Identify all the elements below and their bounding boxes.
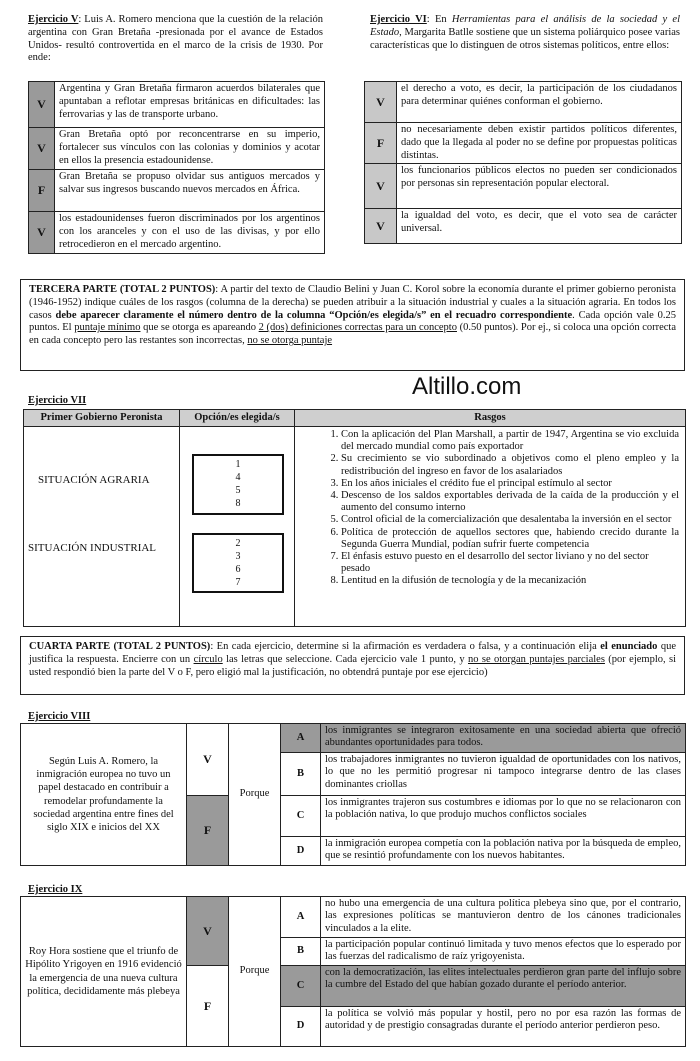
ej7-table (23, 409, 686, 627)
tercera-text-2: debe aparecer claramente el número dentro de la columna “Opción/es elegida/s” en el recuadro correspondiente (55, 309, 573, 321)
tercera-title: TERCERA PARTE (TOTAL 2 PUNTOS) (29, 284, 216, 295)
ej5-statement: Gran Bretaña se propuso olvidar sus antiguos mercados y salvar sus ingresos buscando nuevos mercados en África. (55, 170, 325, 212)
ej6-statement: no necesariamente deben existir partidos políticos diferentes, dado que la llegada al poder no se define por propuestas políticas distintas. (397, 123, 682, 164)
ej5-row (29, 212, 325, 254)
tercera-text-4: puntaje mínimo (74, 322, 141, 334)
ej9-letter[interactable]: A (281, 897, 321, 938)
ej8-title: Ejercicio VIII (28, 711, 91, 722)
ej7-rasgos-list (295, 429, 685, 588)
ej6-intro (370, 14, 680, 52)
watermark: Altillo.com (412, 373, 522, 400)
ej5-row (29, 82, 325, 128)
ej9-option-text: no hubo una emergencia de una cultura política plebeya sino que, por el contrario, las expresiones políticas se mantuvieron dentro de los cánones tradicionales vinculados a la elite. (321, 897, 686, 938)
ej6-answer-mark[interactable]: V (365, 164, 397, 209)
ej5-title: Ejercicio V (28, 14, 79, 25)
ej6-statement: el derecho a voto, es decir, la participación de los ciudadanos para determinar quiénes conforman el gobierno. (397, 82, 682, 123)
ej6-title: Ejercicio VI (370, 14, 427, 25)
tercera-text-3: . Cada opción vale 0.25 puntos. El (29, 309, 676, 334)
ej6-table (364, 81, 682, 244)
ej9-letter[interactable]: C (281, 966, 321, 1007)
ej5-statement: Gran Bretaña optó por reconcentrarse en su imperio, fortalecer sus vínculos con las colonias y dominios y acotar en ellos la presencia estadounidense. (55, 128, 325, 170)
industrial-option: 7 (235, 577, 241, 588)
ej5-answer-mark[interactable]: V (29, 212, 55, 254)
ej8-option-text: los trabajadores inmigrantes no tuvieron igualdad de oportunidades con los nativos, lo que no les permitió progresar ni tampoco integrarse dentro de las clases dominantes criollas (321, 753, 686, 796)
rasgo-item: 6. Política de protección de aquellos sectores que, habiendo crecido durante la Segunda Guerra Mundial, podían sufrir fuerte competencia (341, 527, 679, 551)
ej5-answer-mark[interactable]: V (29, 82, 55, 128)
cuarta-title: CUARTA PARTE (TOTAL 2 PUNTOS) (29, 641, 211, 652)
rasgo-item: 1. Con la aplicación del Plan Marshall, a partir de 1947, Argentina se vio excluida del mercado mundial como país exportador (341, 429, 679, 453)
ej5-table (28, 81, 325, 254)
tercera-text-7: (0.50 puntos). Por ej., si coloca una opción correcta en cada concepto pero las restantes son incorrectas, (29, 322, 677, 347)
ej9-table-main (20, 896, 686, 1047)
ej6-row (365, 164, 682, 209)
concept-industrial: SITUACIÓN INDUSTRIAL (28, 542, 157, 554)
ej6-answer-mark[interactable]: F (365, 123, 397, 164)
industrial-option: 3 (235, 551, 241, 562)
tercera-text-5: que se otorga es apareando (140, 322, 259, 334)
ej9-statement: Roy Hora sostiene que el triunfo de Hipólito Yrigoyen en 1916 evidenció la emergencia de una nueva cultura política, decididamente más plebeya (21, 897, 187, 1047)
ej8-option-text: la inmigración europea competía con la población nativa por la búsqueda de empleo, que se resintió profundamente con los nuevos habitantes. (321, 837, 686, 866)
ej5-answer-mark[interactable]: F (29, 170, 55, 212)
ej5-intro (28, 14, 323, 65)
rasgo-item: 2. Su crecimiento se vio subordinado a objetivos como el pleno empleo y la redistribución del ingreso en favor de los asalariados (341, 453, 679, 477)
cuarta-parte-instructions (20, 636, 685, 695)
rasgo-item: 3. En los años iniciales el crédito fue el principal estímulo al sector (341, 478, 679, 490)
ej8-letter[interactable]: D (281, 837, 321, 866)
ej5-statement: Argentina y Gran Bretaña firmaron acuerdos bilaterales que apuntaban a reflotar empresas británicas en dificultades: las ferrovarias y las de transporte urbano. (55, 82, 325, 128)
rasgo-item: 7. El énfasis estuvo puesto en el desarrollo del sector liviano y no del sector pesado (341, 551, 679, 575)
tercera-text-6: 2 (dos) definiciones correctas para un concepto (258, 322, 457, 334)
industrial-option: 2 (235, 538, 241, 549)
agraria-option: 4 (235, 472, 241, 483)
agraria-option: 5 (235, 485, 241, 496)
agraria-answer-box[interactable] (192, 454, 284, 515)
industrial-option: 6 (235, 564, 241, 575)
ej5-intro-text: : Luis A. Romero menciona que la cuestión de la relación argentina con Gran Bretaña -presionada por el avance de Estados Unidos- resultó controvertida en el marco de la crisis de 1930. Por ende: (28, 14, 323, 64)
rasgo-item: 8. Lentitud en la difusión de tecnología y de la mecanización (341, 575, 679, 587)
ej8-letter[interactable]: A (281, 724, 321, 753)
ej7-concepts-cell (24, 427, 180, 627)
tercera-parte-instructions (20, 279, 685, 371)
ej6-statement: los funcionarios públicos electos no pueden ser condicionados por personas sin representación popular electoral. (397, 164, 682, 209)
ej5-row (29, 128, 325, 170)
ej8-f-option[interactable]: F (187, 796, 229, 866)
ej8-v-option[interactable]: V (187, 724, 229, 796)
ej6-answer-mark[interactable]: V (365, 209, 397, 244)
concept-agraria: SITUACIÓN AGRARIA (38, 474, 150, 486)
ej7-header-rasgos: Rasgos (295, 410, 686, 427)
cuarta-text-2: el enunciado (600, 641, 658, 652)
ej8-letter[interactable]: C (281, 796, 321, 837)
ej7-title: Ejercicio VII (28, 395, 87, 406)
ej9-title: Ejercicio IX (28, 884, 83, 895)
ej6-answer-mark[interactable]: V (365, 82, 397, 123)
agraria-option: 8 (235, 498, 241, 509)
ej8-table (20, 723, 686, 866)
ej6-intro-b: , Margarita Batlle sostiene que un sistema poliárquico posee varias características que lo distinguen de otros sistemas políticos, entre ellos: (370, 26, 680, 51)
ej9-letter[interactable]: B (281, 938, 321, 966)
cuarta-text-5: las letras que seleccione. Cada ejercicio vale 1 punto, y (222, 653, 468, 665)
ej5-statement: los estadounidenses fueron discriminados por los argentinos con los aranceles y con el uso de las divisas, y por ello retrocedieron en el mercado argentino. (55, 212, 325, 254)
ej7-header-gobierno: Primer Gobierno Peronista (24, 410, 180, 427)
ej8-statement: Según Luis A. Romero, la inmigración europea no tuvo un papel destacado en contribuir a remodelar profundamente la sociedad argentina entre fines del siglo XIX e inicios del XX (21, 724, 187, 866)
ej6-row (365, 82, 682, 123)
tercera-text-8: no se otorga puntaje (247, 335, 333, 347)
ej7-header-opciones: Opción/es elegida/s (180, 410, 295, 427)
ej8-letter[interactable]: B (281, 753, 321, 796)
ej6-row (365, 209, 682, 244)
ej9-porque: Porque (229, 897, 281, 1047)
ej9-f-option[interactable]: F (187, 966, 229, 1047)
ej7-rasgos-cell (295, 427, 686, 627)
ej8-option-text: los inmigrantes trajeron sus costumbres e idiomas por lo que no se relacionaron con la población nativa, lo que produjo muchos conflictos sociales (321, 796, 686, 837)
rasgo-item: 5. Control oficial de la comercialización que desalentaba la inversión en el sector (341, 514, 679, 526)
ej6-book-title: Herramientas para el análisis de la sociedad y el Estado (370, 14, 681, 38)
tercera-text-1: : A partir del texto de Claudio Belini y Juan C. Korol sobre la economía durante el primer gobierno peronista (1946-1952) indique cuáles de los rasgos (columna de la derecha) se pueden atribuir a la situación industrial y cuales a la situación agraria. En todos los casos (29, 284, 676, 321)
ej9-option-text: la participación popular continuó limitada y tuvo menos efectos que lo esperado por las fuerzas del radicalismo de raíz yrigoyenista. (321, 938, 686, 966)
ej9-letter[interactable]: D (281, 1007, 321, 1047)
cuarta-text-7: (por ejemplo, si usted respondió bien la parte del V o F, pero eligió mal la justificación, no obtendrá puntaje por ese ejercicio) (29, 653, 677, 678)
ej6-intro-a: : En (426, 14, 452, 25)
cuarta-text-1: : En cada ejercicio, determine si la afirmación es verdadera o falsa, y a continuación elija (210, 641, 601, 652)
ej8-porque: Porque (229, 724, 281, 866)
rasgo-item: 4. Descenso de los saldos exportables derivada de la caída de la producción y el aumento del consumo interno (341, 490, 679, 514)
ej5-answer-mark[interactable]: V (29, 128, 55, 170)
cuarta-text-4: círculo (193, 653, 223, 665)
ej8-option-text: los inmigrantes se integraron exitosamente en una sociedad abierta que ofreció abundantes oportunidades para todos. (321, 724, 686, 753)
agraria-option: 1 (235, 459, 241, 470)
ej9-v-option[interactable]: V (187, 897, 229, 966)
industrial-answer-box[interactable] (192, 533, 284, 593)
ej6-statement: la igualdad del voto, es decir, que el voto sea de carácter universal. (397, 209, 682, 244)
cuarta-text-3: que justifica la respuesta. Encierre con un (29, 641, 676, 665)
ej6-row (365, 123, 682, 164)
ej9-option-text: con la democratización, las elites intelectuales perdieron gran parte del influjo sobre la cumbre del Estado del que habían gozado durante el período anterior. (321, 966, 686, 1007)
cuarta-text-6: no se otorgan puntajes parciales (468, 653, 605, 665)
ej9-option-text: la política se volvió más popular y hostil, pero no por esa razón las formas de autoridad y de prestigio consagradas durante el período anterior perdieron peso. (321, 1007, 686, 1047)
ej5-row (29, 170, 325, 212)
